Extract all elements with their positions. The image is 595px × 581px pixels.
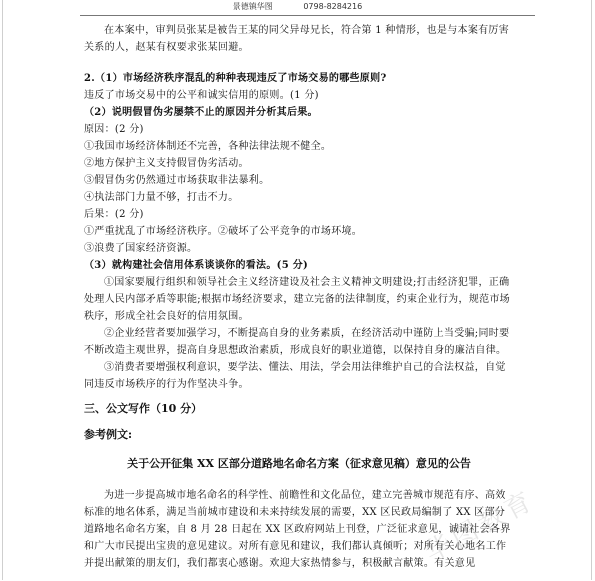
- reference-label: 参考例文:: [84, 428, 133, 441]
- cause-item: ④执法部门力量不够，打击不力。: [84, 192, 239, 203]
- question-2-3-heading: （3）就构建社会信用体系谈谈你的看法。(5 分): [84, 260, 309, 271]
- notice-body: 为进一步提高城市地名命名的科学性、前瞻性和文化品位，建立完善城市规范有序、高效标准的地名体系，满足当前城市建设和未来持续发展的需要，XX 区民政局编制了 XX 区部分道路地名命名方案，自 8 月 28 日起在 XX 区政府网站上刊登，广泛征求意见，诚请社会各界和广大市民提出宝贵的意见建议。对所有意见和建议，我们都认真倾听；对所有关心地名工作并提出献策的朋友们，我们都衷心感谢。欢迎大家热情参与，积极献言献策。有关意见: [84, 490, 511, 569]
- document-title: 关于公开征集 XX 区部分道路地名命名方案（征求意见稿）意见的公告: [127, 457, 471, 470]
- cause-label: 原因：(2 分): [84, 124, 144, 135]
- header-phone: 0798-8284216: [303, 2, 363, 11]
- watermark: 华图教育: [420, 485, 541, 569]
- document-body: [84, 22, 514, 572]
- view-paragraph: ②企业经营者要加强学习，不断提高自身的业务素质，在经济活动中谨防上当受骗;同时要不断改造主观世界，提高自身思想政治素质，形成良好的职业道德，以保持自身的廉洁自律。: [84, 328, 510, 356]
- view-paragraph: ①国家要履行组织和领导社会主义经济建设及社会主义精神文明建设;打击经济犯罪，正确处理人民内部矛盾等职能;根据市场经济要求，建立完备的法律制度，约束企业行为，规范市场秩序，形成全社会良好的信用氛围。: [84, 277, 510, 322]
- effect-label: 后果：(2 分): [84, 209, 144, 220]
- paragraph-case-conclusion: 在本案中，审判员张某是被告王某的同父异母兄长，符合第 1 种情形，也是与本案有厉害关系的人，赵某有权要求张某回避。: [84, 25, 510, 53]
- effect-item: ③浪费了国家经济资源。: [84, 243, 198, 254]
- cause-item: ②地方保护主义支持假冒伪劣活动。: [84, 158, 249, 169]
- effect-item: ①严重扰乱了市场经济秩序。②破坏了公平竞争的市场环境。: [84, 226, 363, 237]
- question-2-1-answer: 违反了市场交易中的公平和诚实信用的原则。(1 分): [84, 90, 319, 101]
- cause-item: ①我国市场经济体制还不完善，各种法律法规不健全。: [84, 141, 332, 152]
- header-rule: [80, 15, 535, 16]
- question-2-2-heading: （2）说明假冒伪劣屡禁不止的原因并分析其后果。: [84, 107, 318, 118]
- view-paragraph: ③消费者要增强权利意识，要学法、懂法、用法，学会用法律维护自己的合法权益，自觉同违反市场秩序的行为作坚决斗争。: [84, 362, 506, 390]
- cause-item: ③假冒伪劣仍然通过市场获取非法暴利。: [84, 175, 270, 186]
- header-org: 景德镇华图: [232, 2, 273, 11]
- question-2-1-heading: 2.（1）市场经济秩序混乱的种种表现违反了市场交易的哪些原则?: [84, 73, 387, 84]
- section-3-heading: 三、公文写作（10 分）: [84, 402, 203, 415]
